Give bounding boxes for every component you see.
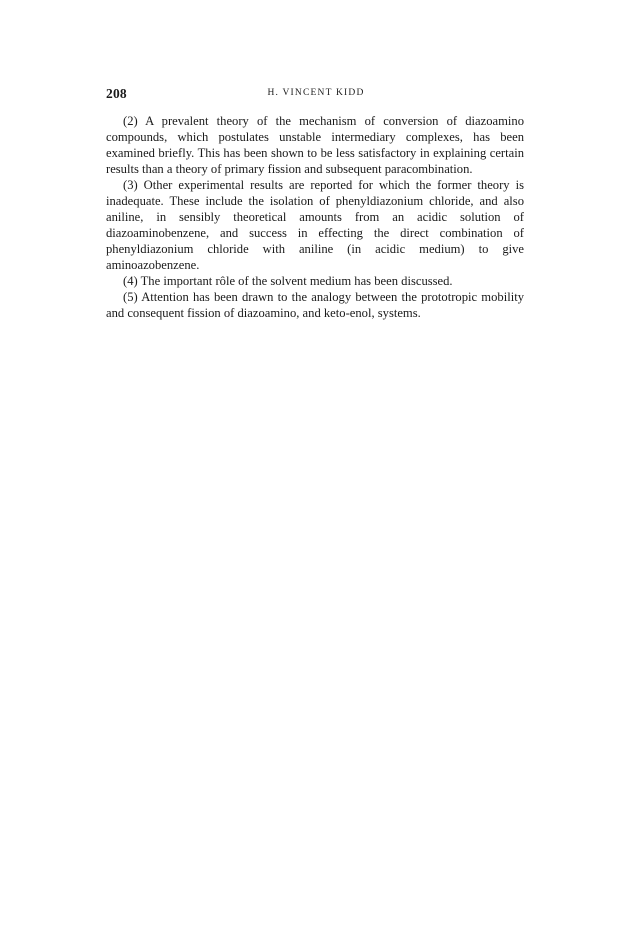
summary-body <box>106 113 524 321</box>
running-head: H. VINCENT KIDD <box>267 88 365 98</box>
paragraph-5: (5) Attention has been drawn to the analogy between the prototropic mobility and consequent fission of diazoamino, and keto-enol, systems. <box>106 290 524 320</box>
paragraph-4: (4) The important rôle of the solvent medium has been discussed. <box>123 274 453 288</box>
paragraph-2: (2) A prevalent theory of the mechanism of conversion of diazoamino compounds, which postulates unstable intermediary complexes, has been examined briefly. This has been shown to be less satisfactory in explaining certain results than a theory of primary fission and subsequent paracombination. <box>106 114 524 176</box>
page-header <box>106 86 526 102</box>
paragraph-3: (3) Other experimental results are reported for which the former theory is inadequate. These include the isolation of phenyldiazonium chloride, and also aniline, in sensibly theoretical amounts from an acidic solution of diazoaminobenzene, and success in effecting the direct combination of phenyldiazonium chloride with aniline (in acidic medium) to give aminoazobenzene. <box>106 178 524 272</box>
page-number: 208 <box>106 86 127 101</box>
